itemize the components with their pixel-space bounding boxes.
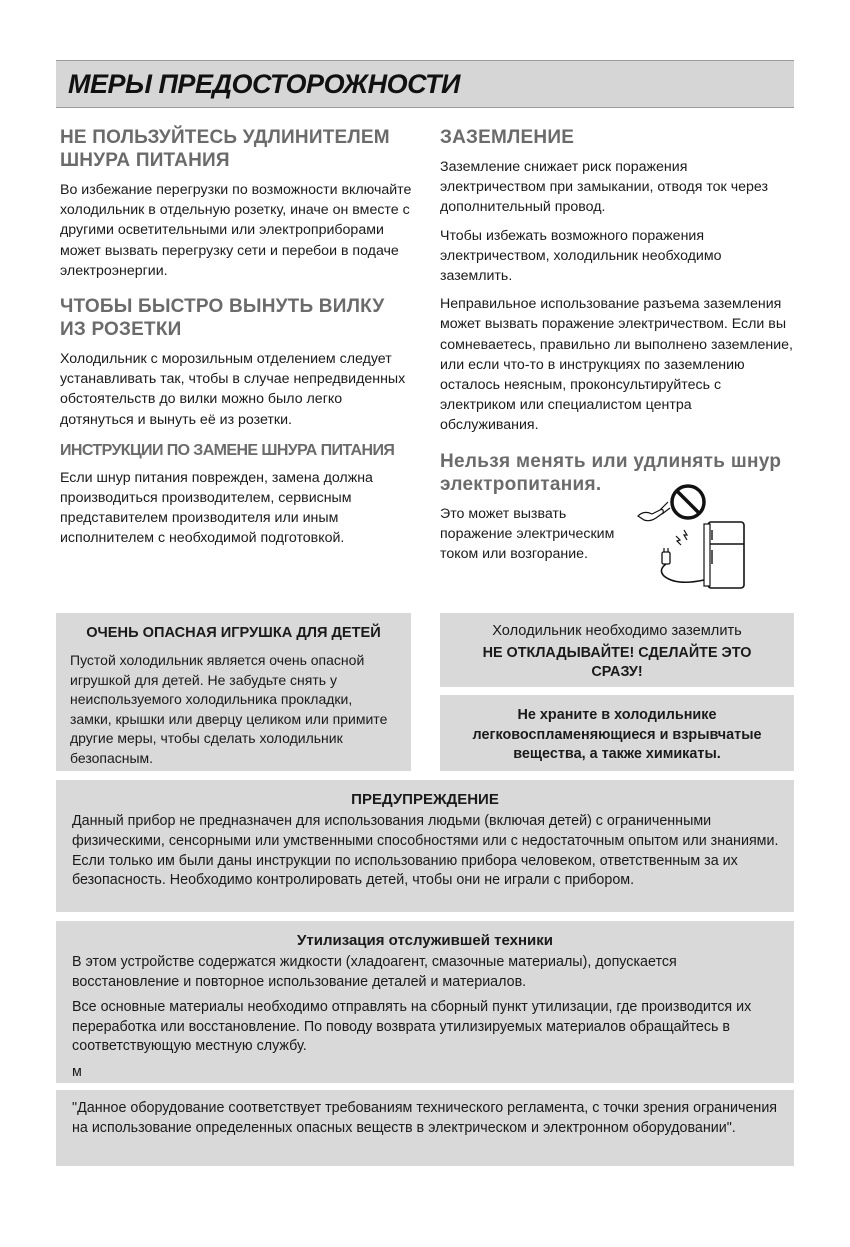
cord-replace-text: Если шнур питания поврежден, замена должна производиться производителем, сервисным представителем производителя или иным исполнителем с необходимой подготовкой. <box>60 469 373 547</box>
toy-warning-text: Пустой холодильник является очень опасной игрушкой для детей. Не забудьте снять у неиспользуемого холодильника прокладки, замки, крышки или дверцу целиком или примите другие меры, чтобы сделать холодильник безопасным. <box>70 652 388 766</box>
disposal-text-2: Все основные материалы необходимо отправлять на сборный пункт утилизации, где производится их переработка или восстановление. По поводу возврата утилизируемых материалов обращайтесь в соответствующую местную службу. <box>72 999 752 1055</box>
grounding-notice-line1: Холодильник необходимо заземлить <box>492 623 742 639</box>
disposal-box <box>56 921 794 1083</box>
warning-box <box>56 780 794 912</box>
unplug-text: Холодильник с морозильным отделением следует устанавливать так, чтобы в случае непредвиденных обстоятельств до вилки можно было легко дотянуться и вынуть её из розетки. <box>60 351 406 428</box>
grounding-heading: ЗАЗЕМЛЕНИЕ <box>440 127 575 148</box>
unplug-heading: ЧТОБЫ БЫСТРО ВЫНУТЬ ВИЛКУ ИЗ РОЗЕТКИ <box>60 296 385 341</box>
cord-replace-heading: ИНСТРУКЦИИ ПО ЗАМЕНЕ ШНУРА ПИТАНИЯ <box>60 441 395 459</box>
no-modify-cord-heading: Нельзя менять или удлинять шнур электропитания. <box>440 450 782 495</box>
toy-warning-title: ОЧЕНЬ ОПАСНАЯ ИГРУШКА ДЛЯ ДЕТЕЙ <box>86 625 381 641</box>
disposal-body <box>72 953 780 1089</box>
disposal-title: Утилизация отслужившей техники <box>297 932 553 949</box>
fridge-cord-prohibited-icon <box>636 480 746 590</box>
grounding-notice-box <box>440 613 794 687</box>
disposal-text-1: В этом устройстве содержатся жидкости (хладоагент, смазочные материалы), допускается восстановление и повторное использование деталей и материалов. <box>72 954 677 990</box>
grounding-text-2: Чтобы избежать возможного поражения электричеством, холодильник необходимо заземлить. <box>440 227 722 285</box>
compliance-box <box>56 1090 794 1166</box>
page-title: МЕРЫ ПРЕДОСТОРОЖНОСТИ <box>68 69 460 99</box>
compliance-text: "Данное оборудование соответствует требованиям технического регламента, с точки зрения ограничения на использование определенных опасных веществ в электрическом и электронном оборудовании". <box>72 1100 778 1136</box>
page-header <box>56 60 794 108</box>
disposal-text-3: м <box>72 1063 82 1080</box>
grounding-text-1: Заземление снижает риск поражения электричеством при замыкании, отводя ток через дополнительный провод. <box>440 159 768 216</box>
toy-warning-box <box>56 613 411 771</box>
extension-cord-text: Во избежание перегрузки по возможности включайте холодильник в отдельную розетку, иначе он вместе с другими осветительными или электроприборами может вызвать перегрузку сети и перебои в подаче электроэнергии. <box>60 182 412 279</box>
warning-title: ПРЕДУПРЕЖДЕНИЕ <box>351 791 499 808</box>
left-column <box>60 126 412 557</box>
grounding-notice-line2: НЕ ОТКЛАДЫВАЙТЕ! СДЕЛАЙТЕ ЭТО СРАЗУ! <box>482 645 752 680</box>
flammable-warning-text: Не храните в холодильнике легковоспламеняющиеся и взрывчатые вещества, а также химикаты. <box>472 707 762 762</box>
flammable-warning-box <box>440 695 794 771</box>
no-modify-cord-text: Это может вызвать поражение электрическим током или возгорание. <box>440 505 615 563</box>
grounding-text-3: Неправильное использование разъема заземления может вызвать поражение электричеством. Если вы сомневаетесь, правильно ли выполнено заземление, или если что-то в инструкциях по заземлению осталось неясным, проконсультируйтесь с электриком или специалистом центра обслуживания. <box>440 296 793 434</box>
extension-cord-heading: НЕ ПОЛЬЗУЙТЕСЬ УДЛИНИТЕЛЕМ ШНУРА ПИТАНИЯ <box>60 127 390 171</box>
warning-text: Данный прибор не предназначен для использования людьми (включая детей) с ограниченными физическими, сенсорными или умственными способностями или с недостаточным опытом или знаниями. Если только им были даны инструкции по использованию прибора человеком, ответственным за их безопасность. Необходимо контролировать детей, чтобы они не играли с прибором. <box>72 813 779 889</box>
